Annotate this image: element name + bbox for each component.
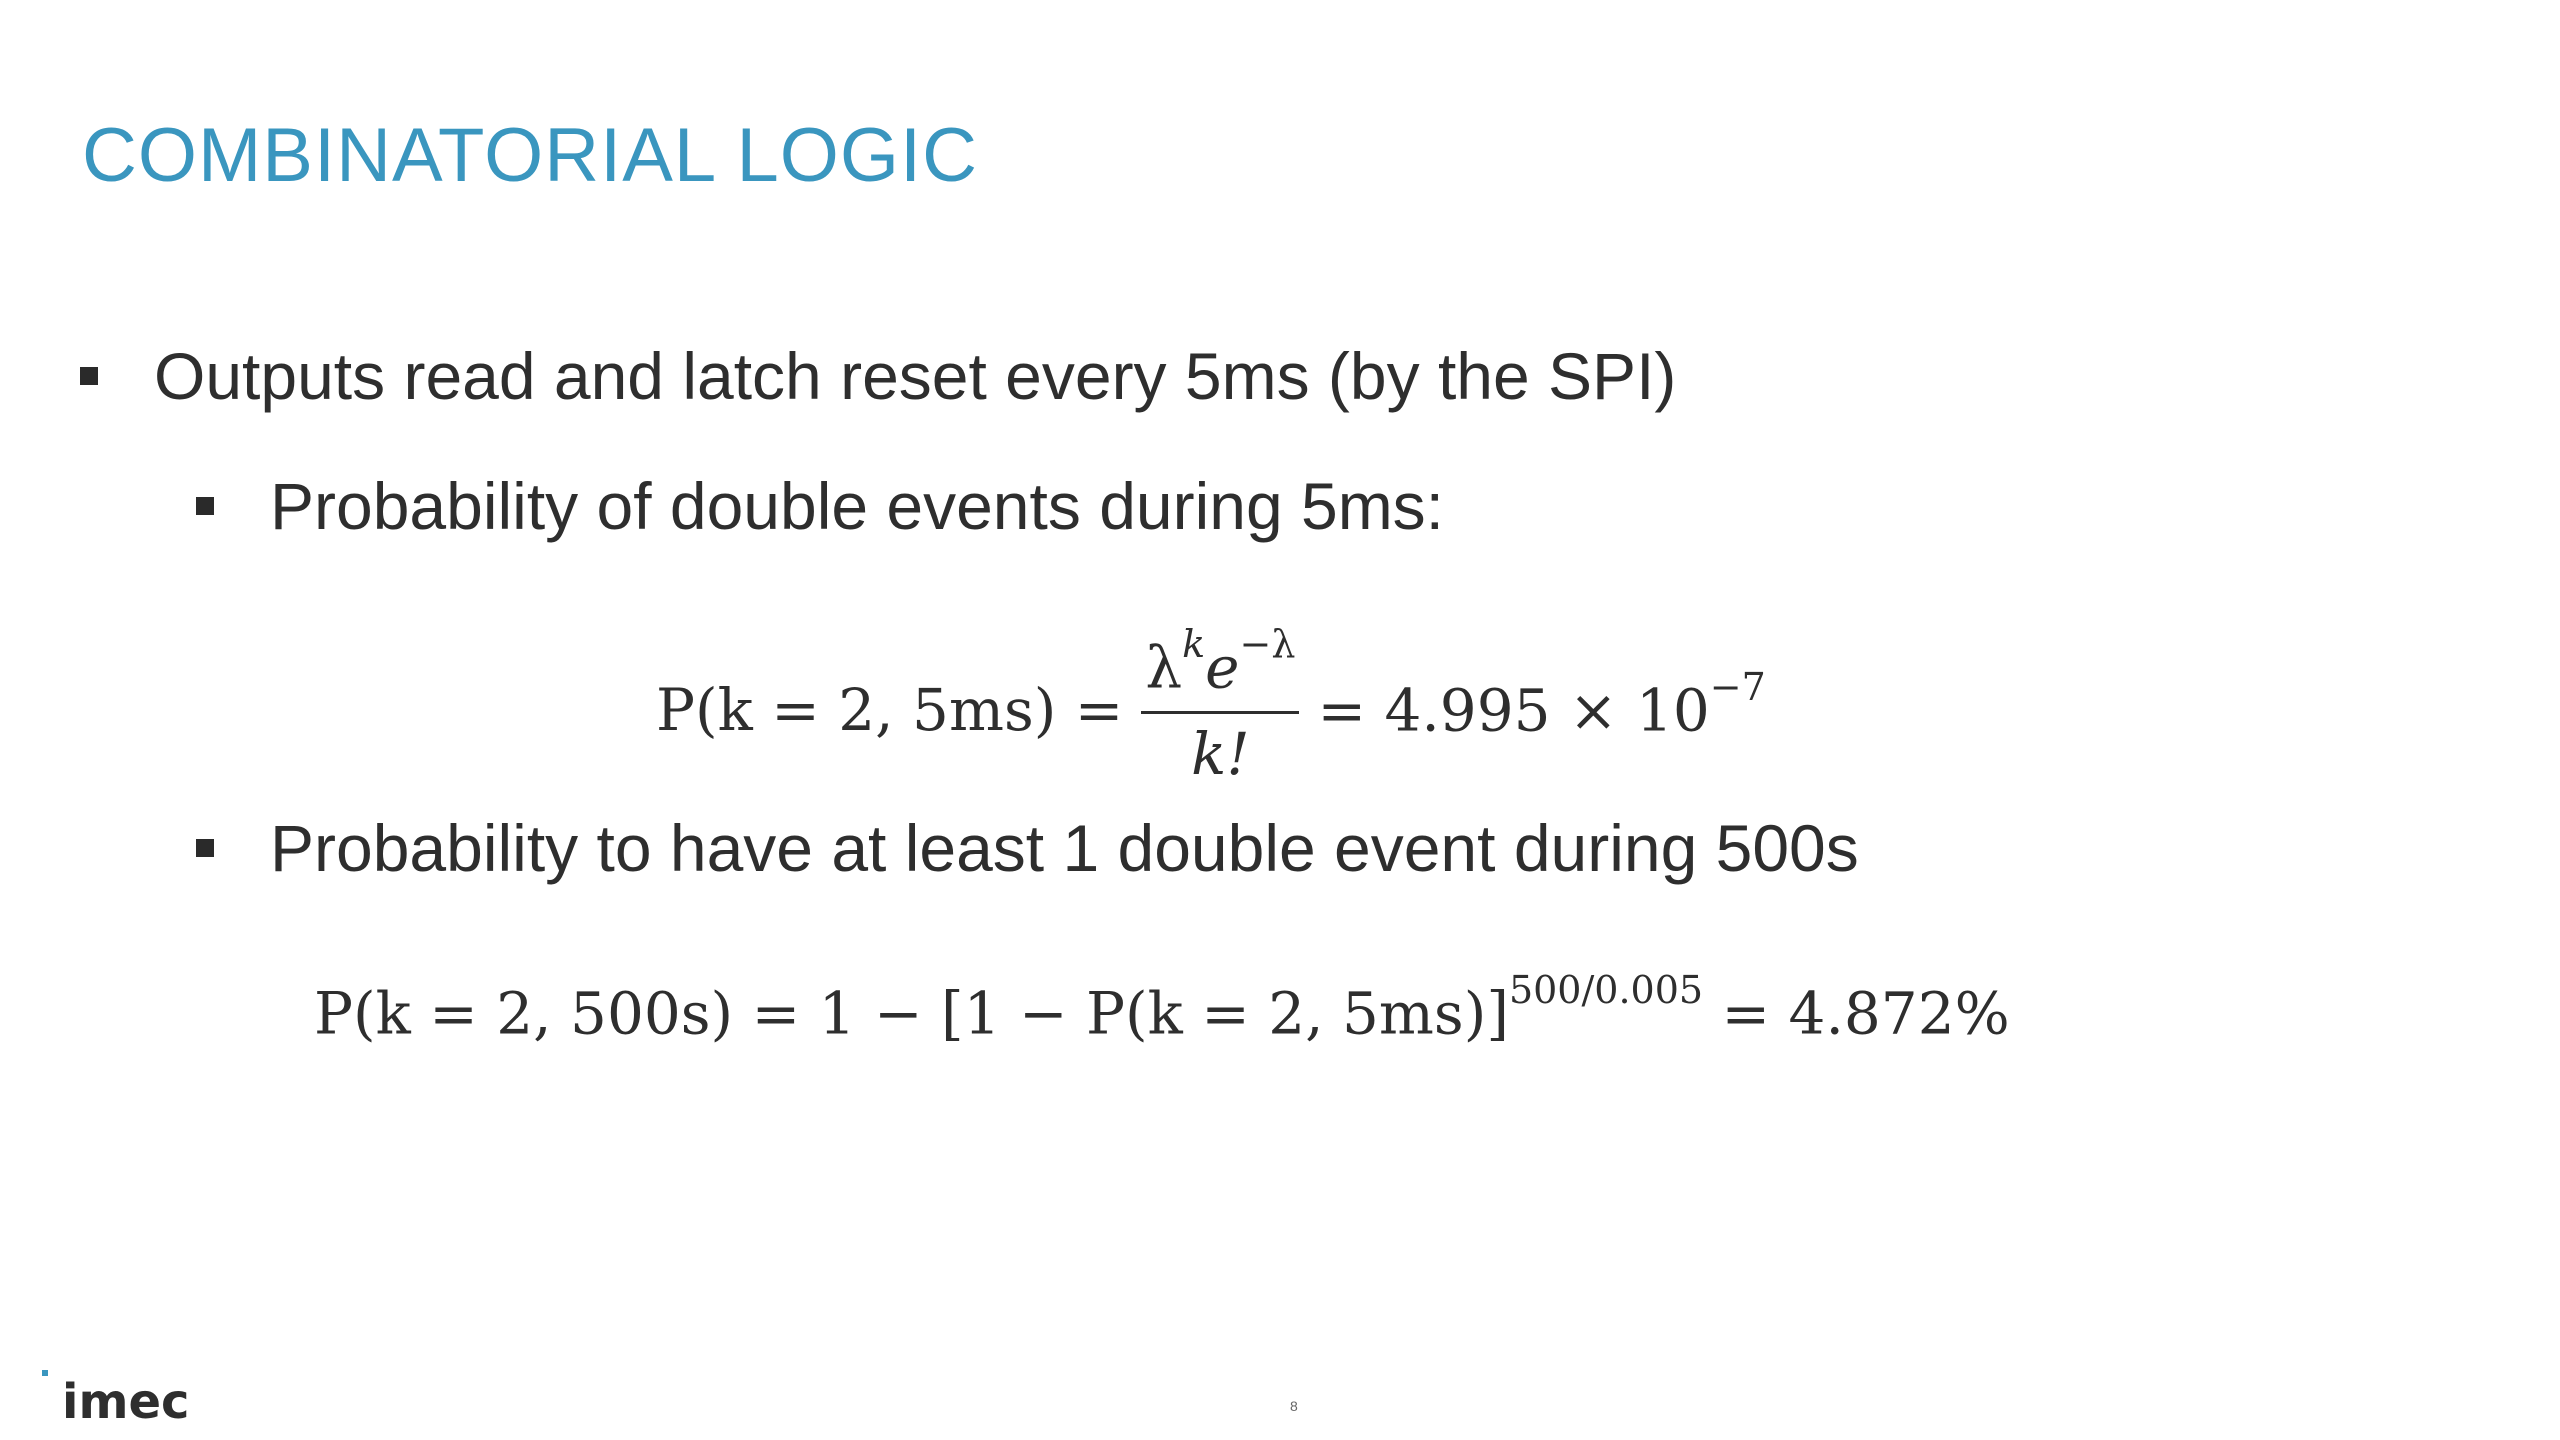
e-symbol: e bbox=[1205, 633, 1240, 702]
bullet-text: Outputs read and latch reset every 5ms (by the SPI) bbox=[154, 339, 1677, 413]
fraction bbox=[1141, 621, 1299, 789]
bullet-level2-probability-500s bbox=[196, 810, 1859, 886]
denominator-text: k! bbox=[1191, 720, 1250, 789]
bullet-level2-probability-5ms bbox=[196, 468, 1444, 544]
equation-result: = 4.872% bbox=[1721, 979, 2010, 1048]
equation-poisson bbox=[656, 620, 1766, 800]
rhs-text: = 4.995 × 10 bbox=[1317, 676, 1710, 745]
rhs-exponent: −7 bbox=[1709, 665, 1766, 710]
imec-logo bbox=[40, 1368, 220, 1428]
fraction-numerator bbox=[1141, 621, 1299, 711]
bullet-square-icon bbox=[196, 839, 214, 857]
bullet-square-icon bbox=[196, 497, 214, 515]
equation-500s bbox=[314, 968, 2010, 1048]
logo-text: imec bbox=[62, 1374, 190, 1428]
bullet-square-icon bbox=[80, 367, 98, 385]
equation-rhs bbox=[1317, 665, 1766, 745]
exponent-k: k bbox=[1182, 621, 1206, 666]
slide-title: COMBINATORIAL LOGIC bbox=[82, 113, 978, 198]
equation-lhs: P(k = 2, 5ms) = bbox=[656, 676, 1124, 744]
exponent-neg-lambda: −λ bbox=[1239, 621, 1296, 666]
page-number: 8 bbox=[1290, 1398, 1298, 1414]
bullet-text: Probability of double events during 5ms: bbox=[270, 469, 1445, 543]
fraction-denominator bbox=[1191, 714, 1249, 788]
equation-main: P(k = 2, 500s) = 1 − [1 − P(k = 2, 5ms)] bbox=[314, 979, 1509, 1048]
bullet-level1-outputs bbox=[80, 338, 1676, 414]
bullet-text: Probability to have at least 1 double event during 500s bbox=[270, 811, 1859, 885]
equation-exponent: 500/0.005 bbox=[1508, 968, 1704, 1012]
logo-dot bbox=[42, 1370, 48, 1376]
lambda-symbol: λ bbox=[1145, 633, 1183, 702]
